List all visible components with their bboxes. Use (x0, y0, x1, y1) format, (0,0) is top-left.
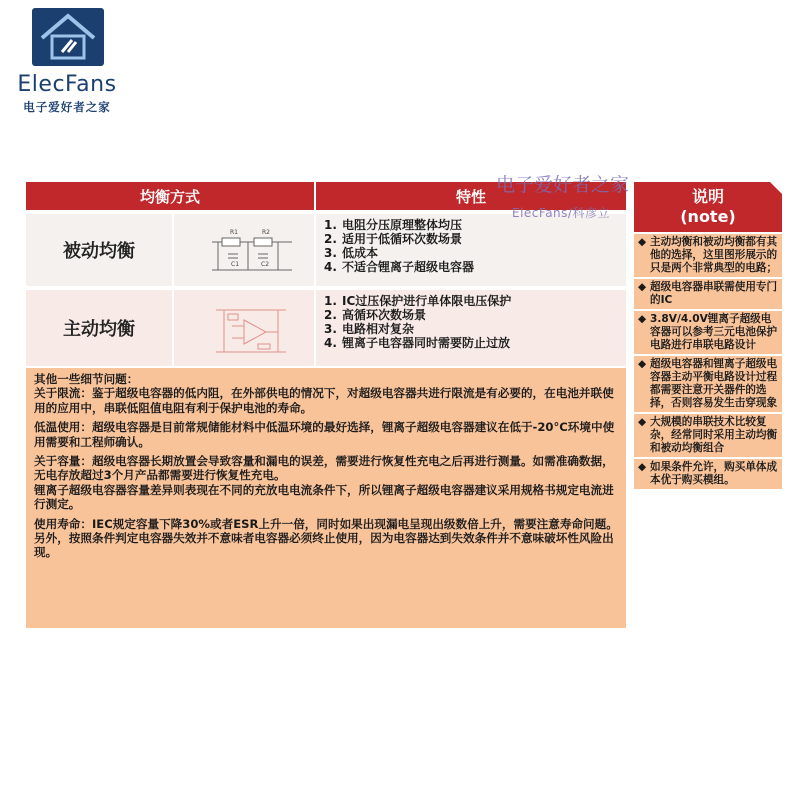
diamond-bullet-icon: ◆ (638, 358, 647, 370)
note-corner (770, 182, 782, 194)
diamond-bullet-icon: ◆ (638, 236, 647, 248)
row-passive (26, 214, 626, 286)
row-label-passive: 被动均衡 (26, 214, 172, 286)
note-list (634, 234, 782, 628)
details-heading: 其他一些细节问题： (34, 372, 139, 386)
note-item: ◆ 大规模的串联技术比较复杂，经常同时采用主动均衡和被动均衡组合 (634, 414, 782, 457)
house-icon (32, 8, 104, 66)
logo-subtitle: 电子爱好者之家 (23, 100, 111, 114)
feature-item: 3. 低成本 (324, 246, 379, 260)
feature-item: 4. 不适合锂离子超级电容器 (324, 260, 475, 274)
diamond-bullet-icon: ◆ (638, 313, 647, 325)
active-circuit-diagram (174, 290, 314, 366)
diamond-bullet-icon: ◆ (638, 461, 647, 473)
label-r1: R1 (230, 229, 238, 236)
features-passive (316, 214, 626, 286)
feature-item: 2. 高循环次数场景 (324, 308, 427, 322)
row-active (26, 290, 626, 366)
note-header (634, 182, 782, 232)
note-subtitle: (note) (680, 207, 736, 226)
note-item: ◆ 3.8V/4.0V锂离子超级电容器可以参考三元电池保护电路进行串联电路设计 (634, 311, 782, 354)
features-active (316, 290, 626, 366)
row-label-active: 主动均衡 (26, 290, 172, 366)
details-paragraph: 低温使用：超级电容器是目前常规储能材料中低温环境的最好选择，锂离子超级电容器建议在低于-20°C环境中使用需要和工程师确认。 (34, 420, 615, 449)
header-method: 均衡方式 (26, 182, 314, 210)
diamond-bullet-icon: ◆ (638, 416, 647, 428)
details-box (26, 368, 626, 628)
label-r2: R2 (262, 229, 270, 236)
feature-item: 3. 电路相对复杂 (324, 322, 415, 336)
logo-badge (32, 8, 104, 66)
note-item: ◆ 主动均衡和被动均衡都有其他的选择，这里图形展示的只是两个非常典型的电路； (634, 234, 782, 277)
feature-item: 4. 锂离子电容器同时需要防止过放 (324, 336, 511, 350)
details-paragraph: 关于限流：鉴于超级电容器的低内阻，在外部供电的情况下，对超级电容器共进行限流是有必要的，在电池并联使用的应用中，串联低阻值电阻有利于保护电池的寿命。 (34, 386, 614, 415)
note-item: ◆ 超级电容器和锂离子超级电容器主动平衡电路设计过程都需要注意开关器件的选择，否则容易发生击穿现象 (634, 356, 782, 412)
details-paragraph: 锂离子超级电容器容量差异则表现在不同的充放电电流条件下，所以锂离子超级电容器建议采用规格书规定电流进行测定。 (34, 482, 614, 512)
elecfans-logo (8, 8, 126, 118)
feature-item: 1. 电阻分压原理整体均压 (324, 218, 463, 232)
details-paragraph: 关于容量：超级电容器长期放置会导致容量和漏电的误差，需要进行恢复性充电之后再进行测量。如需准确数据，无电存放超过3个月产品都需要进行恢复性充电。 (34, 454, 614, 483)
watermark-en: ElecFans/科彦立 (512, 206, 610, 220)
logo-name: ElecFans (17, 72, 117, 97)
balancing-table (26, 182, 626, 628)
details-paragraph: 使用寿命：IEC规定容量下降30%或者ESR上升一倍，同时如果出现漏电呈现出级数倍上升，需要注意寿命问题。另外，按照条件判定电容器失效并不意味者电容器必须终止使用，因为电容器达到失效条件并不意味破坏性风险出现。 (34, 516, 618, 560)
header-features: 特性 (316, 182, 626, 210)
diamond-bullet-icon: ◆ (638, 281, 647, 293)
note-item: ◆ 如果条件允许，购买单体成本优于购买模组。 (634, 459, 782, 489)
note-title: 说明 (691, 187, 724, 206)
feature-item: 2. 适用于低循环次数场景 (324, 232, 463, 246)
note-item: ◆ 超级电容器串联需使用专门的IC (634, 279, 782, 309)
watermark-cn: 电子爱好者之家 (496, 174, 630, 196)
passive-circuit-figure (174, 214, 314, 286)
feature-item: 1. IC过压保护进行单体限电压保护 (324, 294, 512, 308)
active-circuit-figure (174, 290, 314, 366)
label-c1: C1 (231, 261, 240, 268)
passive-circuit-diagram (174, 214, 314, 286)
label-c2: C2 (261, 261, 270, 268)
